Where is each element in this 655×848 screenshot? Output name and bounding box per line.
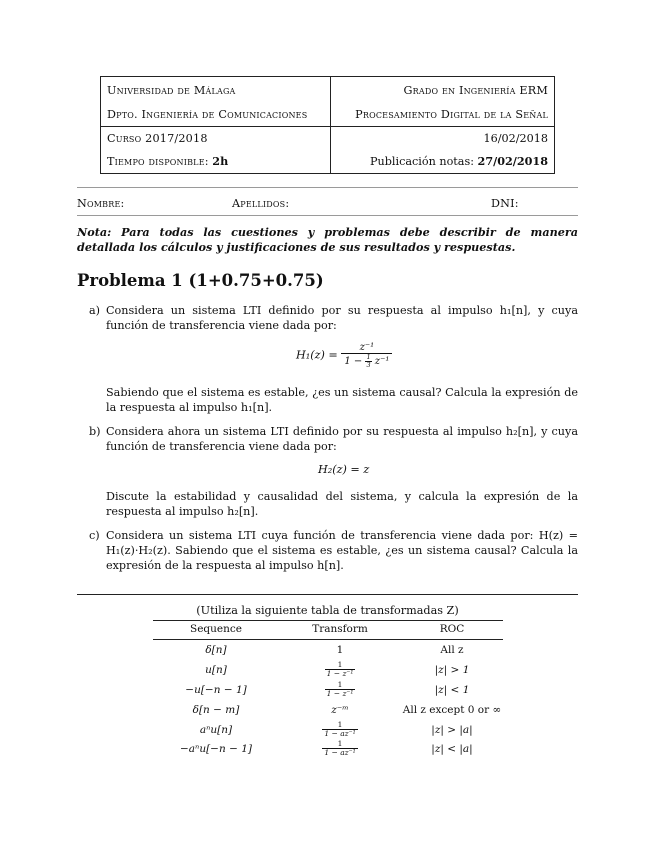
table-row-roc: |z| > 1: [434, 664, 470, 676]
equation-h1-fraction: [341, 342, 392, 369]
header-divider-horizontal: [101, 126, 554, 127]
publication-value: 27/02/2018: [477, 154, 548, 168]
equation-h1-numerator: z⁻¹: [341, 342, 392, 354]
header-divider-vertical: [330, 77, 331, 173]
time-available: [107, 154, 228, 169]
table-row-seq: δ[n − m]: [192, 704, 240, 716]
table-row-roc: |z| < |a|: [431, 743, 473, 755]
header-transform: Transform: [312, 623, 368, 635]
table-row-transform: [279, 661, 401, 678]
one-third-den: 3: [366, 361, 371, 369]
transform-den: 1 − z⁻¹: [326, 689, 354, 698]
instructions-note: Nota: Para todas las cuestiones y problemas debe describir de manera detallada los cálculos y justificaciones de sus resultados y respuestas.: [77, 225, 578, 254]
dni-field[interactable]: DNI:: [491, 197, 519, 210]
time-label: Tiempo disponible:: [107, 155, 209, 168]
name-field[interactable]: Nombre:: [77, 197, 125, 210]
item-a-question-text: Sabiendo que el sistema es estable, ¿es un sistema causal? Calcula la expresión de la respuesta al impulso h₁[n].: [106, 386, 578, 414]
transform-den: 1 − az⁻¹: [324, 729, 356, 738]
transform-fraction: [325, 661, 356, 678]
item-c-label: c): [89, 529, 100, 542]
table-separator: [77, 594, 578, 595]
one-third-fraction: [365, 354, 371, 369]
surname-field[interactable]: Apellidos:: [232, 197, 290, 210]
transform-fraction: [325, 681, 356, 698]
transform-fraction: [322, 740, 357, 757]
table-row-roc: |z| < 1: [434, 684, 470, 696]
item-a-label: a): [89, 304, 101, 317]
equation-h1-lhs: H₁(z) =: [296, 348, 338, 362]
rule-top: [77, 187, 578, 188]
equation-h1: [296, 342, 392, 369]
degree: Grado en Ingeniería ERM: [403, 84, 548, 97]
table-top-rule: [153, 620, 503, 621]
table-row-transform: [279, 721, 401, 738]
university: Universidad de Málaga: [107, 84, 236, 97]
table-row-transform: z⁻ᵐ: [331, 704, 349, 716]
transform-num: 1: [325, 681, 356, 690]
header-roc: ROC: [439, 623, 465, 635]
one-third-num: 1: [366, 353, 371, 361]
table-row-seq: δ[n]: [205, 644, 227, 656]
transform-num: 1: [322, 740, 357, 749]
table-row-roc: All z except 0 or ∞: [402, 704, 502, 716]
publication-label: Publicación notas:: [370, 155, 474, 168]
transform-den: 1 − az⁻¹: [324, 748, 356, 757]
transform-den: 1 − z⁻¹: [326, 669, 354, 678]
publication: [370, 154, 548, 169]
table-row-transform: 1: [336, 644, 344, 656]
table-row-seq: −aⁿu[−n − 1]: [180, 743, 252, 755]
table-row-transform: [279, 681, 401, 698]
rule-bottom: [77, 215, 578, 216]
table-row-seq: aⁿu[n]: [199, 724, 233, 736]
table-row-roc: All z: [440, 644, 464, 656]
table-row-roc: |z| > |a|: [431, 724, 473, 736]
table-row-seq: u[n]: [205, 664, 227, 676]
time-value: 2h: [212, 154, 229, 168]
header-table: [100, 76, 555, 174]
transform-num: 1: [322, 721, 357, 730]
subject: Procesamiento Digital de la Señal: [355, 108, 548, 121]
equation-h1-denominator: [341, 354, 392, 369]
exam-date: 16/02/2018: [483, 132, 548, 145]
header-sequence: Sequence: [190, 623, 242, 635]
item-c-text: Considera un sistema LTI cuya función de transferencia viene dada por: H(z) = H₁(z)·H₂(z). Sabiendo que el sistema es estable, ¿es un sistema causal? Calcula la expresión de la respuesta al impulso h[n].: [106, 529, 578, 572]
table-row-seq: −u[−n − 1]: [185, 684, 247, 696]
item-b-question-text: Discute la estabilidad y causalidad del sistema, y calcula la expresión de la respuesta al impulso h₂[n].: [106, 490, 578, 518]
course: Curso 2017/2018: [107, 132, 208, 145]
item-b-text: Considera ahora un sistema LTI definido por su respuesta al impulso h₂[n], y cuya función de transferencia viene dada por:: [106, 425, 578, 453]
table-caption: (Utiliza la siguiente tabla de transformadas Z): [196, 604, 459, 617]
item-a-text: Considera un sistema LTI definido por su respuesta al impulso h₁[n], y cuya función de transferencia viene dada por:: [106, 304, 578, 332]
equation-h1-den-b: z⁻¹: [374, 356, 390, 367]
equation-h2: H₂(z) = z: [318, 463, 370, 476]
department: Dpto. Ingeniería de Comunicaciones: [107, 108, 308, 121]
problem-title: Problema 1 (1+0.75+0.75): [77, 271, 324, 290]
equation-h1-den-a: 1 −: [344, 356, 363, 367]
item-b-label: b): [89, 425, 101, 438]
transform-fraction: [322, 721, 357, 738]
transform-num: 1: [325, 661, 356, 670]
table-header-rule: [153, 639, 503, 640]
table-row-transform: [279, 740, 401, 757]
